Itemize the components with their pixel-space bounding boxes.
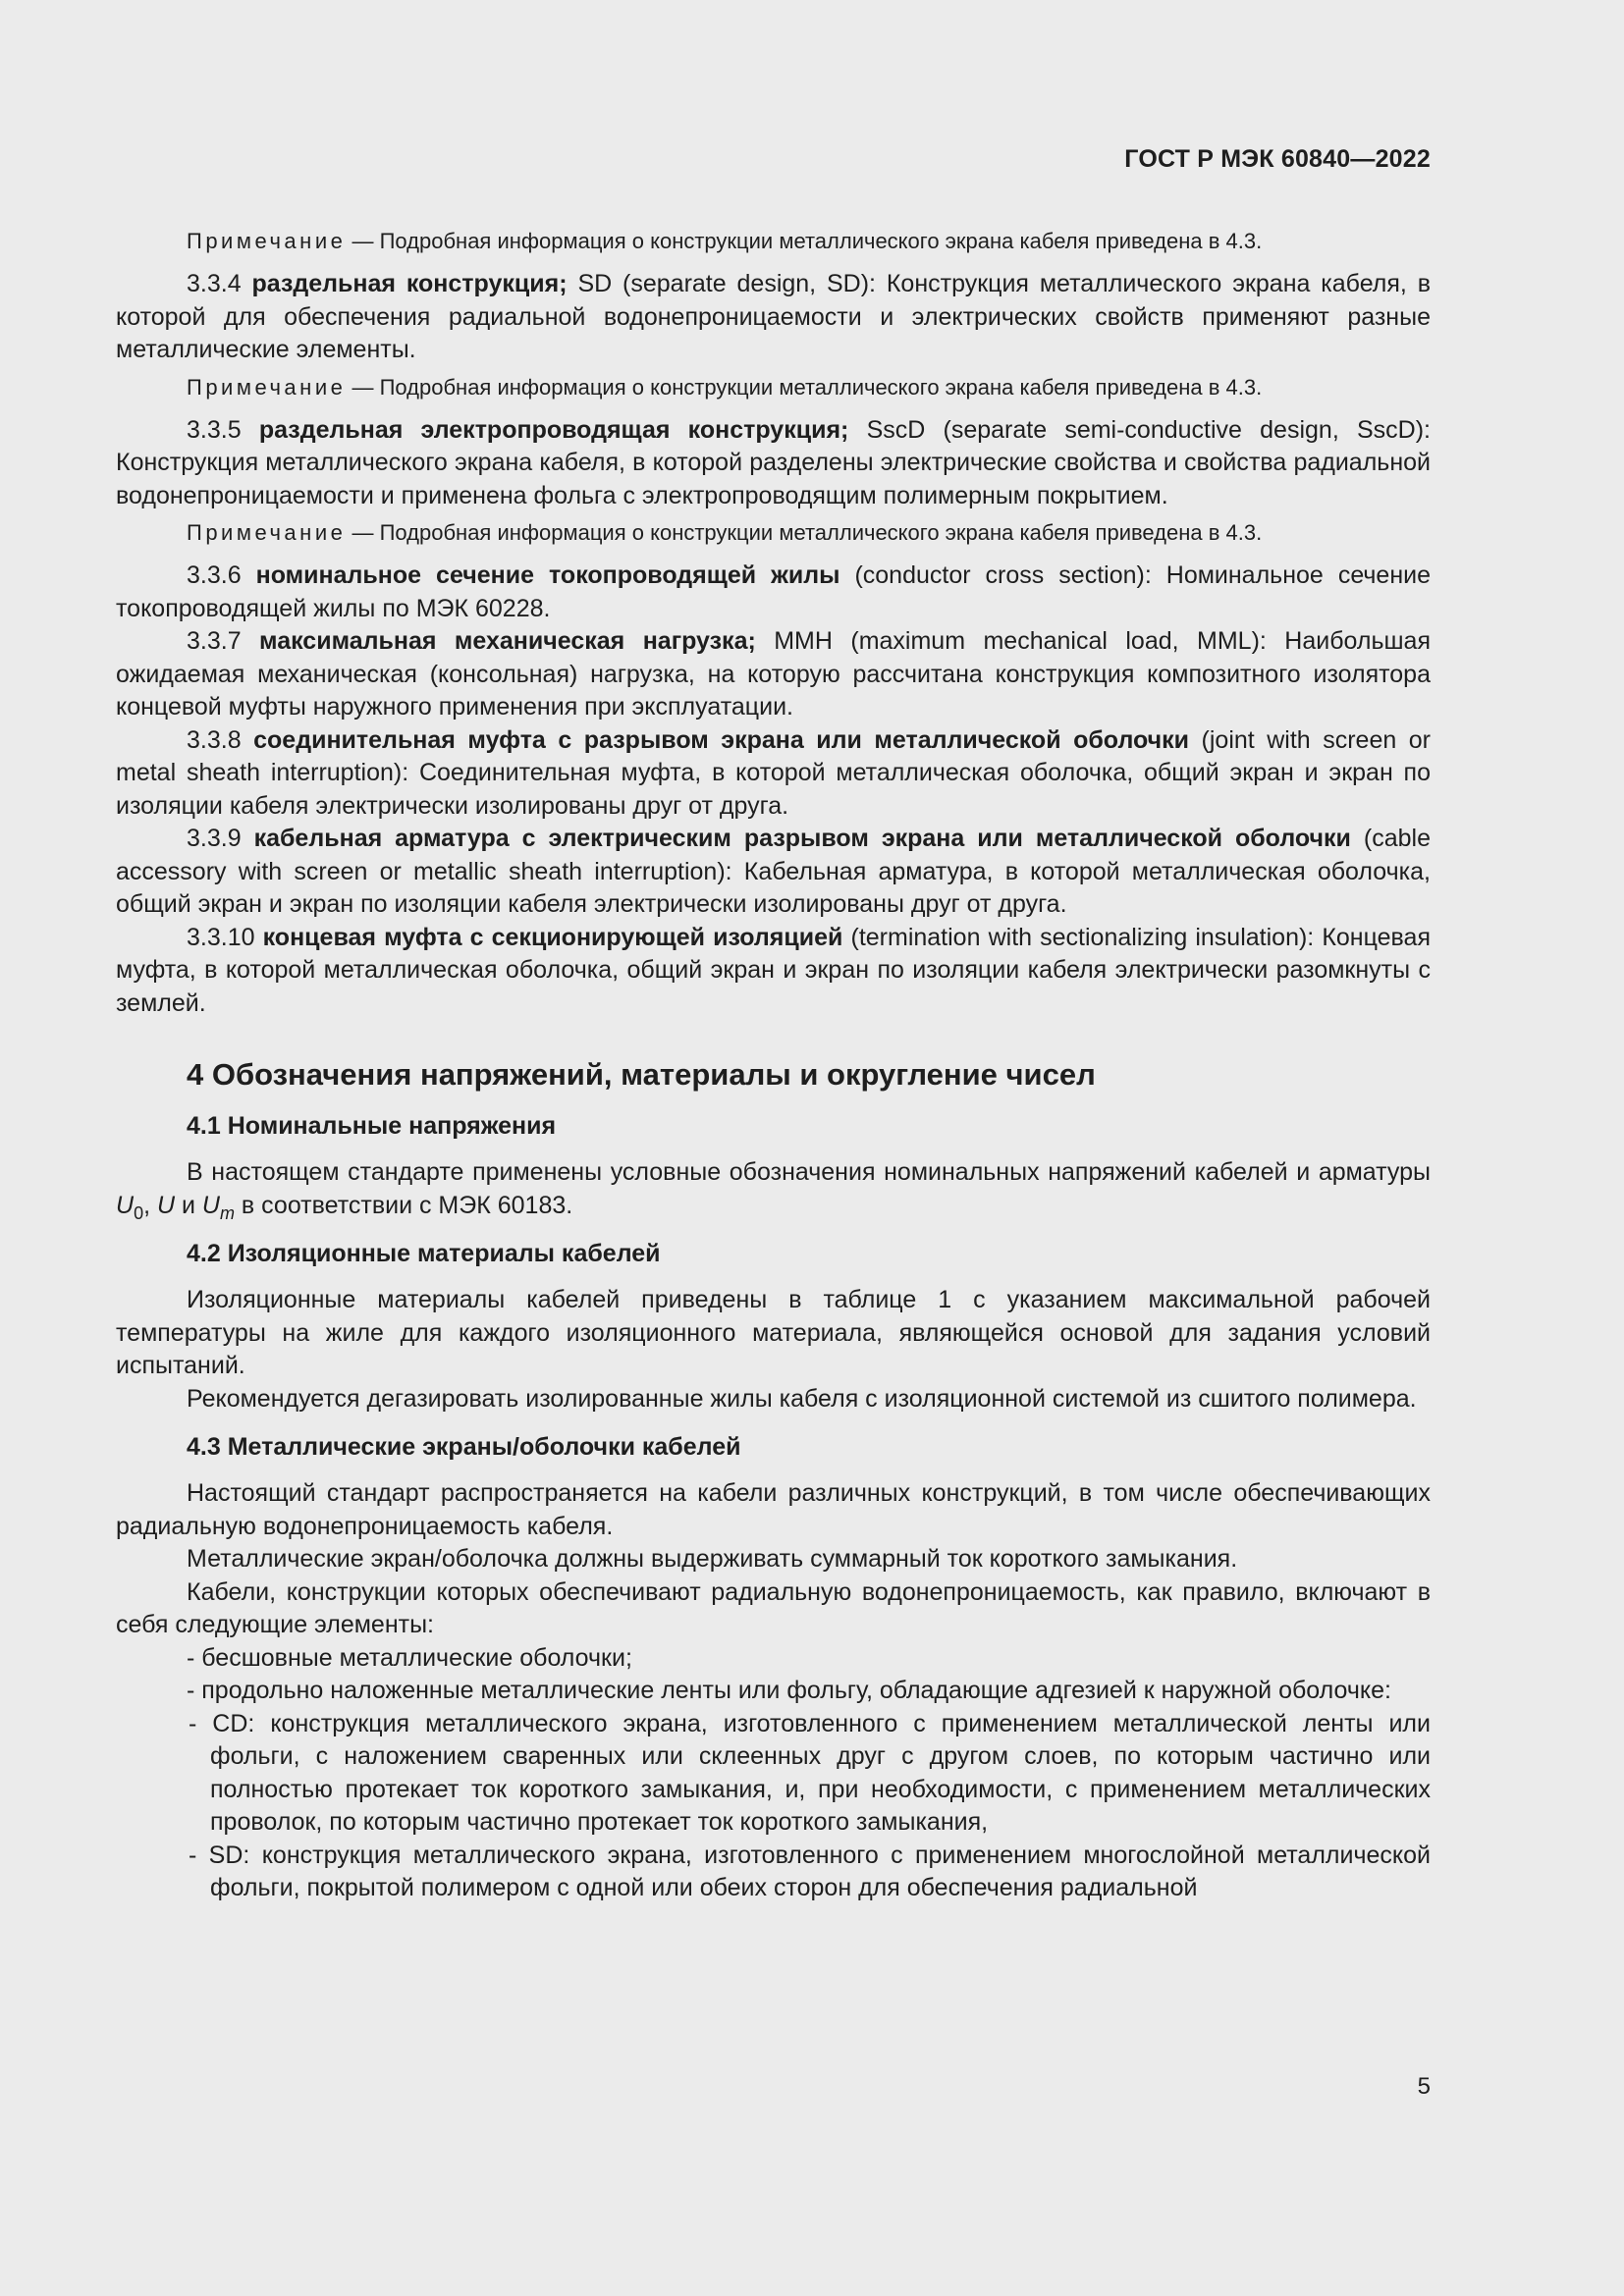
section-4-3-paragraph-2: Металлические экран/оболочка должны выдерживать суммарный ток короткого замыкания.: [187, 1545, 1238, 1573]
note: Примечание — Подробная информация о конструкции металлического экрана кабеля приведена в 4.3.: [187, 520, 1263, 545]
section-4-title: 4 Обозначения напряжений, материалы и округление чисел: [187, 1057, 1096, 1092]
list-item: - бесшовные металлические оболочки;: [187, 1643, 632, 1672]
list-item: - продольно наложенные металлические ленты или фольгу, обладающие адгезией к наружной оболочке:: [187, 1677, 1391, 1704]
note: Примечание — Подробная информация о конструкции металлического экрана кабеля приведена в 4.3.: [187, 374, 1263, 400]
section-4-1-title: 4.1 Номинальные напряжения: [187, 1112, 557, 1140]
section-4-3-title: 4.3 Металлические экраны/оболочки кабелей: [187, 1433, 741, 1461]
section-4-2-title: 4.2 Изоляционные материалы кабелей: [187, 1240, 661, 1267]
term-3-3-6: 3.3.6 номинальное сечение токопроводящей жилы (conductor cross section): Номинальное сечение токопроводящей жилы по МЭК 60228.: [116, 561, 1431, 622]
sub-list-item: - CD: конструкция металлического экрана, изготовленного с применением металлической ленты или фольги, с наложением сваренных или склеенных друг с другом слоев, по которым частично или полностью протекает ток короткого замыкания, и, при необходимости, с применением металлических проволок, по которым частично протекает ток короткого замыкания,: [189, 1709, 1431, 1836]
section-4-2-paragraph-2: Рекомендуется дегазировать изолированные жилы кабеля с изоляционной системой из сшитого полимера.: [187, 1384, 1417, 1413]
sub-list-item: - SD: конструкция металлического экрана, изготовленного с применением многослойной металлической фольги, покрытой полимером с одной или обеих сторон для обеспечения радиальной: [189, 1841, 1431, 1901]
page-content: [116, 221, 1431, 1905]
note: Примечание — Подробная информация о конструкции металлического экрана кабеля приведена в 4.3.: [187, 229, 1263, 253]
term-3-3-9: 3.3.9 кабельная арматура с электрическим разрывом экрана или металлической оболочки (cable accessory with screen or metallic sheath interruption): Кабельная арматура, в которой металлическая оболочка, общий экран и экран по изоляции кабеля электрически изолированы друг от друга.: [116, 825, 1431, 918]
section-4-1-paragraph: В настоящем стандарте применены условные обозначения номинальных напряжений кабелей и арматуры $U_0$, U и $U_m$ в соответствии с МЭК 60183.: [116, 1158, 1431, 1223]
section-4-3-paragraph-1: Настоящий стандарт распространяется на кабели различных конструкций, в том числе обеспечивающих радиальную водонепроницаемость кабеля.: [116, 1479, 1431, 1540]
section-4-2-paragraph-1: Изоляционные материалы кабелей приведены в таблице 1 с указанием максимальной рабочей температуры на жиле для каждого изоляционного материала, являющейся основой для задания условий испытаний.: [116, 1286, 1431, 1379]
term-3-3-4: 3.3.4 раздельная конструкция; SD (separate design, SD): Конструкция металлического экрана кабеля, в которой для обеспечения радиальной водонепроницаемости и электрических свойств применяют разные металлические элементы.: [116, 270, 1431, 363]
section-4-3-paragraph-3: Кабели, конструкции которых обеспечивают радиальную водонепроницаемость, как правило, включают в себя следующие элементы:: [116, 1577, 1431, 1638]
document-header: ГОСТ Р МЭК 60840—2022: [1124, 145, 1431, 173]
term-3-3-8: 3.3.8 соединительная муфта с разрывом экрана или металлической оболочки (joint with screen or metal sheath interruption): Соединительная муфта, в которой металлическая оболочка, общий экран и экран по изоляции кабеля электрически изолированы друг от друга.: [116, 725, 1431, 820]
page-number: 5: [1417, 2073, 1431, 2100]
term-3-3-7: 3.3.7 максимальная механическая нагрузка; ММН (maximum mechanical load, MML): Наибольшая ожидаемая механическая (консольная) нагрузка, на которую рассчитана конструкция композитного изолятора концевой муфты наружного применения при эксплуатации.: [116, 627, 1431, 721]
term-3-3-5: 3.3.5 раздельная электропроводящая конструкция; SscD (separate semi-conductive design, SscD): Конструкция металлического экрана кабеля, в которой разделены электрические свойства и свойства радиальной водонепроницаемости и применена фольга с электропроводящим полимерным покрытием.: [116, 415, 1431, 509]
term-3-3-10: 3.3.10 концевая муфта с секционирующей изоляцией (termination with sectionalizing insulation): Концевая муфта, в которой металлическая оболочка, общий экран и экран по изоляции кабеля электрически разомкнуты с землей.: [116, 923, 1432, 1017]
